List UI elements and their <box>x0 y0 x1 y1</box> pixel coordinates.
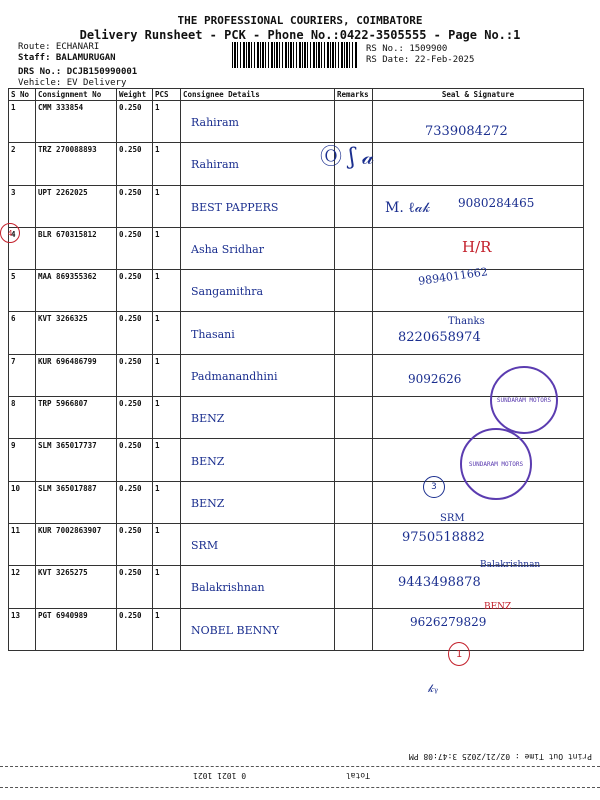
signature-mobile-13: 9626279829 <box>410 615 487 629</box>
row-consignment: PGT 6940989 <box>36 608 117 650</box>
row-pcs: 1 <box>153 608 181 650</box>
row-weight: 0.250 <box>117 270 153 312</box>
stamp-text-1: SUNDARAM MOTORS <box>496 396 552 404</box>
row-remarks <box>335 101 373 143</box>
row-pcs: 1 <box>153 270 181 312</box>
row-consignee: Thasani <box>181 312 335 354</box>
totals-line <box>0 771 600 780</box>
barcode <box>232 42 357 68</box>
row-pcs: 1 <box>153 439 181 481</box>
col-sno: S No <box>9 89 36 101</box>
row-remarks <box>335 523 373 565</box>
table-row <box>9 608 584 650</box>
signature-scribble-1: Ⓞ ʃ 𝒶 <box>320 145 375 170</box>
row-consignment: MAA 869355362 <box>36 270 117 312</box>
row-consignment: KUR 696486799 <box>36 354 117 396</box>
table-row <box>9 270 584 312</box>
row-4-circle-mark: 4 <box>0 223 20 243</box>
row-weight: 0.250 <box>117 143 153 185</box>
row-consignment: KUR 7002863907 <box>36 523 117 565</box>
row-pcs: 1 <box>153 143 181 185</box>
remark-hr: H/R <box>462 238 492 256</box>
row-remarks <box>335 481 373 523</box>
row-consignee: Asha Sridhar <box>181 227 335 269</box>
row-remarks <box>335 566 373 608</box>
signature-mobile-12: 9443498878 <box>398 575 481 590</box>
row-consignee: Sangamithra <box>181 270 335 312</box>
row-sno: 3 <box>9 185 36 227</box>
row-remarks <box>335 185 373 227</box>
row-sno: 4 <box>9 227 36 269</box>
row-pcs: 1 <box>153 227 181 269</box>
signature-mobile-11: 9750518882 <box>402 530 485 545</box>
signature-mobile-3: 9080284465 <box>458 196 535 210</box>
total-label: Total <box>345 771 370 780</box>
vehicle: Vehicle: EV Delivery <box>18 78 127 88</box>
staff: Staff: BALAMURUGAN <box>18 53 116 63</box>
row-weight: 0.250 <box>117 312 153 354</box>
signature-srm: SRM <box>440 513 465 524</box>
signature-thanks: Thanks <box>448 316 485 327</box>
row-pcs: 1 <box>153 523 181 565</box>
row-weight: 0.250 <box>117 566 153 608</box>
route-info <box>18 42 137 89</box>
row-remarks <box>335 227 373 269</box>
row-consignment: TRZ 270088893 <box>36 143 117 185</box>
row-consignee: Rahiram <box>181 101 335 143</box>
row-weight: 0.250 <box>117 439 153 481</box>
row-consignment: TRP 5966807 <box>36 397 117 439</box>
row-weight: 0.250 <box>117 608 153 650</box>
row-consignee: BENZ <box>181 439 335 481</box>
row-sno: 13 <box>9 608 36 650</box>
col-pcs: PCS <box>153 89 181 101</box>
signature-mobile-1: 7339084272 <box>425 124 508 139</box>
print-time: Print Out Time : 02/21/2025 3:47:08 PM <box>408 752 592 761</box>
row-consignment: SLM 365017887 <box>36 481 117 523</box>
row-consignment: UPT 2262025 <box>36 185 117 227</box>
signature-scribble-3: M. ℓ𝒶𝓀 <box>385 200 431 216</box>
row-pcs: 1 <box>153 566 181 608</box>
row-remarks <box>335 354 373 396</box>
circled-number-1: 1 <box>448 642 470 666</box>
row-pcs: 1 <box>153 185 181 227</box>
row-consignment: SLM 365017737 <box>36 439 117 481</box>
row-pcs: 1 <box>153 312 181 354</box>
row-consignment: KVT 3265275 <box>36 566 117 608</box>
row-sno: 5 <box>9 270 36 312</box>
rs-info <box>366 44 474 66</box>
table-row <box>9 312 584 354</box>
row-pcs: 1 <box>153 354 181 396</box>
drs-number: DRS No.: DCJB150990001 <box>18 67 138 77</box>
table-row <box>9 143 584 185</box>
row-consignee: Padmanandhini <box>181 354 335 396</box>
footer-divider-bottom <box>0 787 600 788</box>
table-header <box>9 89 584 101</box>
final-initials: 𝓀ᵧ <box>428 682 439 695</box>
col-consignee: Consignee Details <box>181 89 335 101</box>
signature-mobile-6: 8220658974 <box>398 330 481 345</box>
signature-mobile-5: 9894011662 <box>417 265 489 288</box>
runsheet-subtitle: Delivery Runsheet - PCK - Phone No.:0422-3505555 - Page No.:1 <box>79 28 521 42</box>
row-consignment: CMM 333854 <box>36 101 117 143</box>
rs-number: RS No.: 1509900 <box>366 44 448 54</box>
rs-date: RS Date: 22-Feb-2025 <box>366 55 475 65</box>
row-weight: 0.250 <box>117 227 153 269</box>
row-pcs: 1 <box>153 101 181 143</box>
row-consignment: KVT 3266325 <box>36 312 117 354</box>
col-consignment: Consignment No <box>36 89 117 101</box>
signature-benz: BENZ <box>484 602 512 612</box>
row-sno: 1 <box>9 101 36 143</box>
row-sno: 12 <box>9 566 36 608</box>
row-sno: 10 <box>9 481 36 523</box>
row-consignee: SRM <box>181 523 335 565</box>
total-values: 0 1021 1021 <box>193 771 247 780</box>
row-sno: 6 <box>9 312 36 354</box>
col-remarks: Remarks <box>335 89 373 101</box>
row-sno: 9 <box>9 439 36 481</box>
row-remarks <box>335 608 373 650</box>
row-consignee: BENZ <box>181 481 335 523</box>
row-pcs: 1 <box>153 481 181 523</box>
col-seal: Seal & Signature <box>373 89 584 101</box>
row-consignee: Balakrishnan <box>181 566 335 608</box>
row-sno: 11 <box>9 523 36 565</box>
row-weight: 0.250 <box>117 101 153 143</box>
row-weight: 0.250 <box>117 481 153 523</box>
company-stamp-2 <box>460 428 532 500</box>
row-consignee: BEST PAPPERS <box>181 185 335 227</box>
row-weight: 0.250 <box>117 185 153 227</box>
row-seal <box>373 143 584 185</box>
row-consignment: BLR 670315812 <box>36 227 117 269</box>
company-stamp-1 <box>490 366 558 434</box>
row-consignee: Rahiram <box>181 143 335 185</box>
footer-divider-top <box>0 766 600 767</box>
row-consignee: BENZ <box>181 397 335 439</box>
row-remarks <box>335 270 373 312</box>
row-sno: 2 <box>9 143 36 185</box>
row-pcs: 1 <box>153 397 181 439</box>
row-remarks <box>335 312 373 354</box>
route: Route: ECHANARI <box>18 42 100 52</box>
row-weight: 0.250 <box>117 523 153 565</box>
col-weight: Weight <box>117 89 153 101</box>
row-consignee: NOBEL BENNY <box>181 608 335 650</box>
row-weight: 0.250 <box>117 397 153 439</box>
row-remarks <box>335 439 373 481</box>
signature-mobile-7: 9092626 <box>408 372 462 386</box>
row-sno: 8 <box>9 397 36 439</box>
signature-balakrishnan: Balakrishnan <box>480 560 541 570</box>
stamp-text-2: SUNDARAM MOTORS <box>468 460 524 468</box>
company-title: THE PROFESSIONAL COURIERS, COIMBATORE <box>177 14 423 27</box>
circled-number-3: 3 <box>423 476 445 498</box>
row-weight: 0.250 <box>117 354 153 396</box>
table-row <box>9 227 584 269</box>
row-remarks <box>335 397 373 439</box>
row-sno: 7 <box>9 354 36 396</box>
